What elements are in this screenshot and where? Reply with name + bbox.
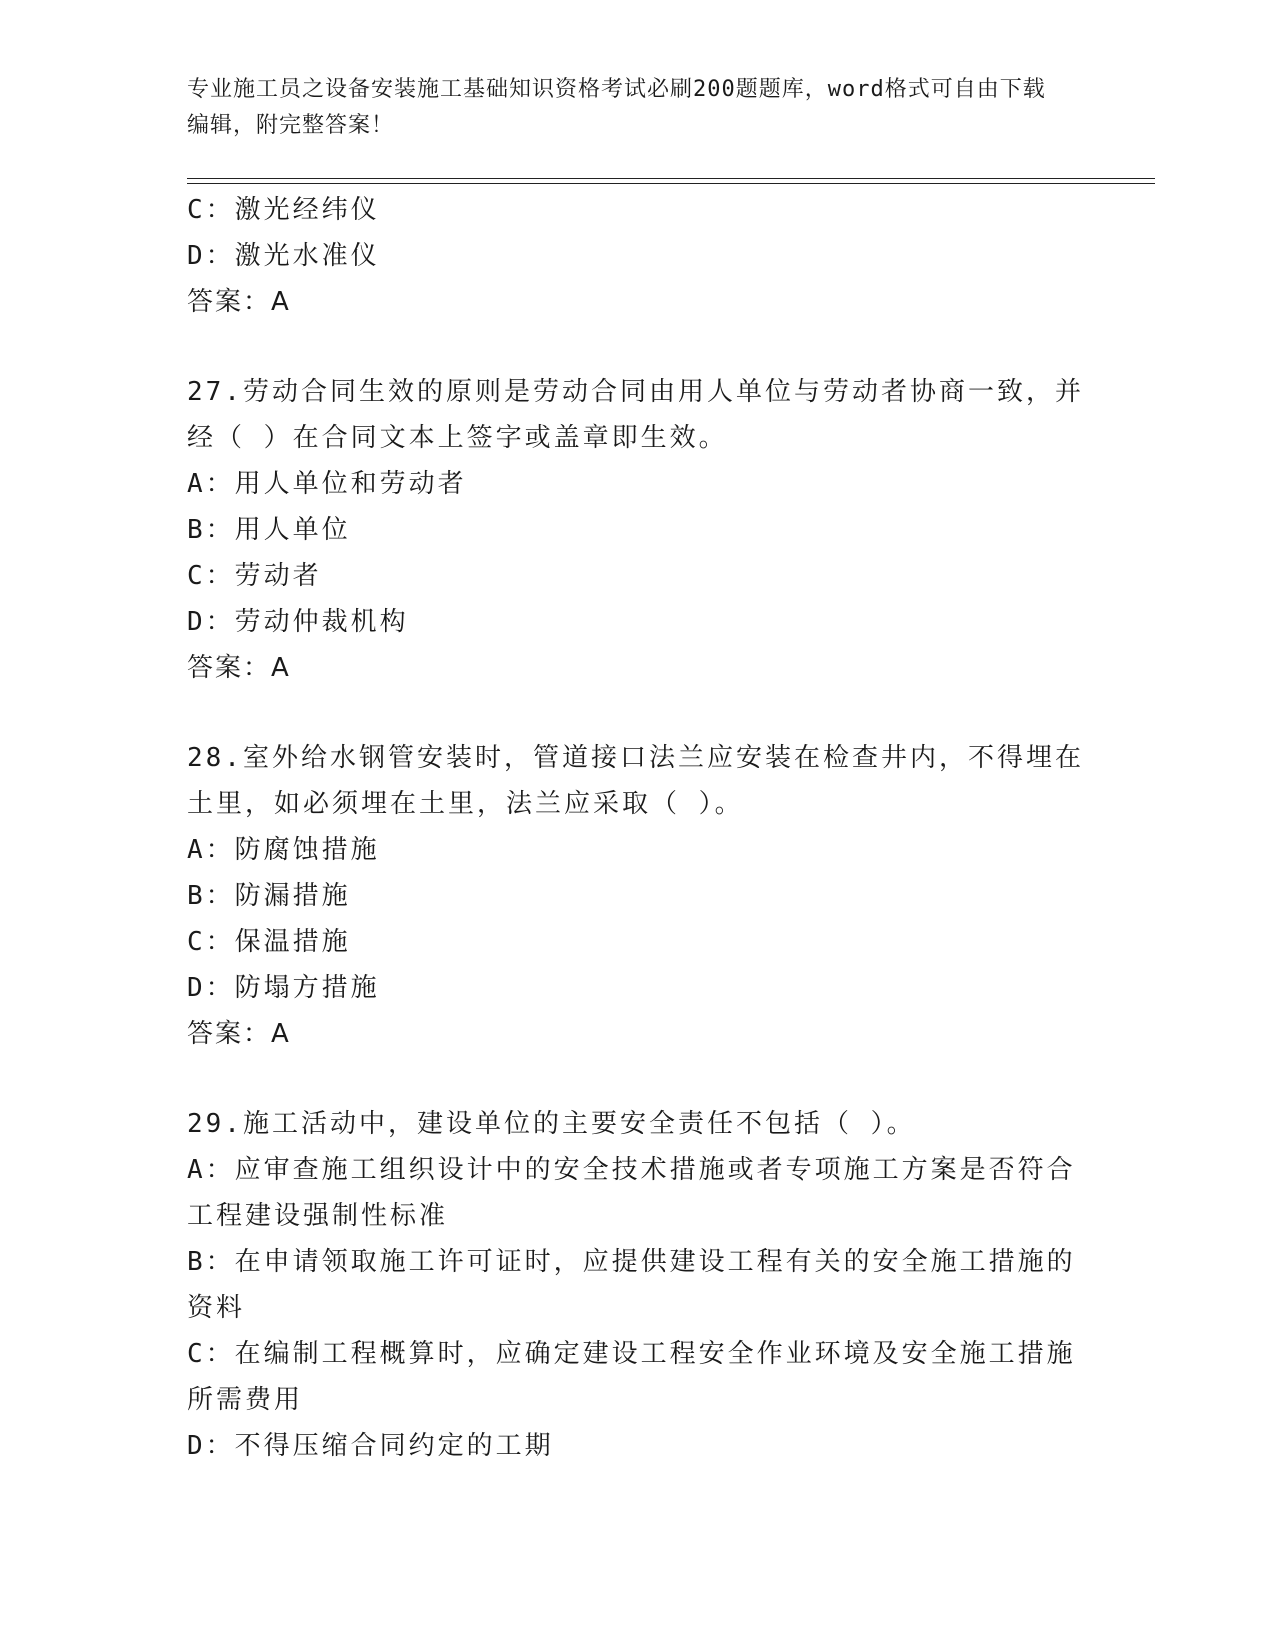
q27-option-d: D：劳动仲裁机构 (187, 607, 409, 637)
prev-option-c: C：激光经纬仪 (187, 195, 380, 225)
question-28 (187, 735, 1084, 1057)
q29-option-a-line-2: 工程建设强制性标准 (187, 1201, 449, 1231)
prev-answer: 答案：A (187, 287, 291, 317)
q27-option-c: C：劳动者 (187, 561, 322, 591)
q29-option-b-line-1: B：在申请领取施工许可证时，应提供建设工程有关的安全施工措施的 (187, 1247, 1076, 1277)
q29-option-d: D：不得压缩合同约定的工期 (187, 1431, 554, 1461)
prev-option-d: D：激光水准仪 (187, 241, 380, 271)
q29-option-b-line-2: 资料 (187, 1293, 246, 1323)
q27-option-b: B：用人单位 (187, 515, 351, 545)
q28-option-d: D：防塌方措施 (187, 973, 380, 1003)
header-rule-top (187, 178, 1155, 179)
spacer (187, 691, 1067, 735)
q29-stem: 29.施工活动中，建设单位的主要安全责任不包括（ ）。 (187, 1109, 916, 1139)
q28-option-c: C：保温措施 (187, 927, 351, 957)
q27-option-a: A：用人单位和劳动者 (187, 469, 467, 499)
q29-option-c-line-1: C：在编制工程概算时，应确定建设工程安全作业环境及安全施工措施 (187, 1339, 1076, 1369)
page-header (187, 72, 1067, 144)
q28-answer: 答案：A (187, 1019, 291, 1049)
q29-option-a-line-1: A：应审查施工组织设计中的安全技术措施或者专项施工方案是否符合 (187, 1155, 1076, 1185)
spacer (187, 325, 1067, 369)
question-29 (187, 1101, 1076, 1469)
question-content (187, 187, 1084, 1469)
q27-stem-line-2: 经（ ）在合同文本上签字或盖章即生效。 (187, 423, 728, 453)
q28-option-b: B：防漏措施 (187, 881, 351, 911)
q29-option-c-line-2: 所需费用 (187, 1385, 304, 1415)
q27-answer: 答案：A (187, 653, 291, 683)
header-rule-bottom (187, 183, 1155, 184)
q28-option-a: A：防腐蚀措施 (187, 835, 380, 865)
prev-question (187, 187, 1067, 325)
spacer (187, 1057, 1067, 1101)
q28-stem-line-2: 土里，如必须埋在土里，法兰应采取（ ）。 (187, 789, 744, 819)
q27-stem-line-1: 27.劳动合同生效的原则是劳动合同由用人单位与劳动者协商一致，并 (187, 377, 1084, 407)
question-27 (187, 369, 1084, 691)
q28-stem-line-1: 28.室外给水钢管安装时，管道接口法兰应安装在检查井内，不得埋在 (187, 743, 1084, 773)
header-text: 专业施工员之设备安装施工基础知识资格考试必刷200题题库，word格式可自由下载编辑，附完整答案！ (187, 77, 1046, 138)
